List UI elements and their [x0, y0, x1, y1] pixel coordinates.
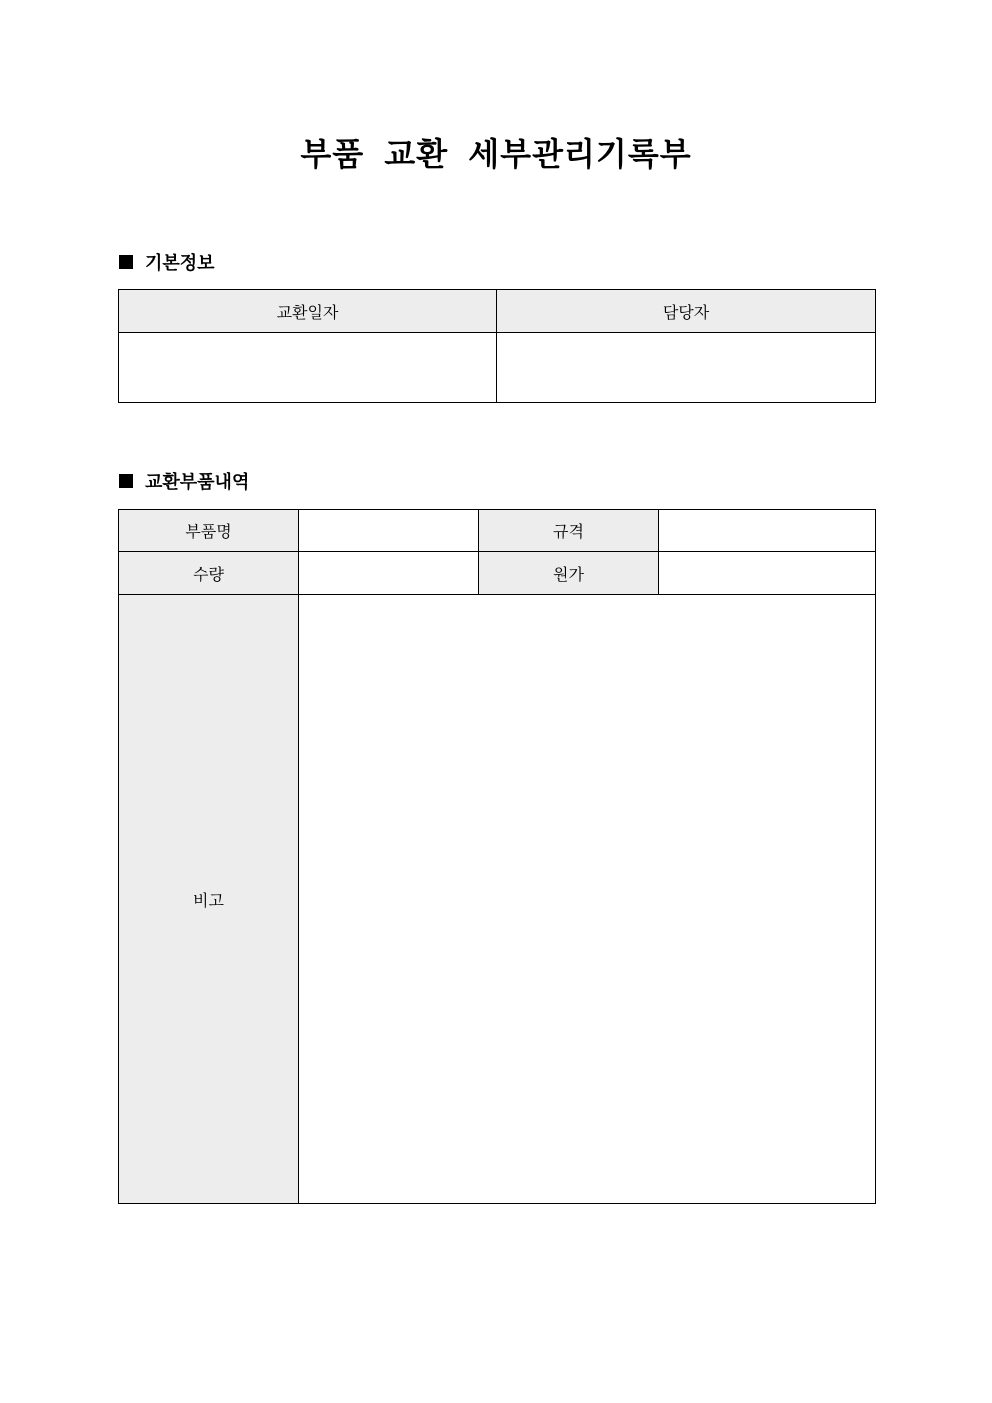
quantity-label: 수량	[119, 552, 299, 595]
parts-table	[118, 509, 876, 1204]
remarks-label: 비고	[119, 595, 299, 1204]
quantity-field[interactable]	[299, 552, 479, 595]
exchange-date-header: 교환일자	[119, 290, 497, 333]
black-square-icon	[119, 474, 133, 488]
spec-field[interactable]	[659, 510, 876, 552]
page-title: 부품 교환 세부관리기록부	[300, 135, 692, 173]
section-heading-parts	[119, 471, 249, 495]
basic-info-table	[118, 289, 876, 403]
part-name-field[interactable]	[299, 510, 479, 552]
section-heading-label: 교환부품내역	[145, 472, 250, 493]
black-square-icon	[119, 255, 133, 269]
section-heading-basic-info	[119, 252, 215, 276]
person-in-charge-header: 담당자	[497, 290, 876, 333]
part-name-label: 부품명	[119, 510, 299, 552]
cost-label: 원가	[479, 552, 659, 595]
exchange-date-field[interactable]	[119, 333, 497, 403]
remarks-field[interactable]	[299, 595, 876, 1204]
cost-field[interactable]	[659, 552, 876, 595]
section-heading-label: 기본정보	[145, 253, 215, 274]
spec-label: 규격	[479, 510, 659, 552]
person-in-charge-field[interactable]	[497, 333, 876, 403]
